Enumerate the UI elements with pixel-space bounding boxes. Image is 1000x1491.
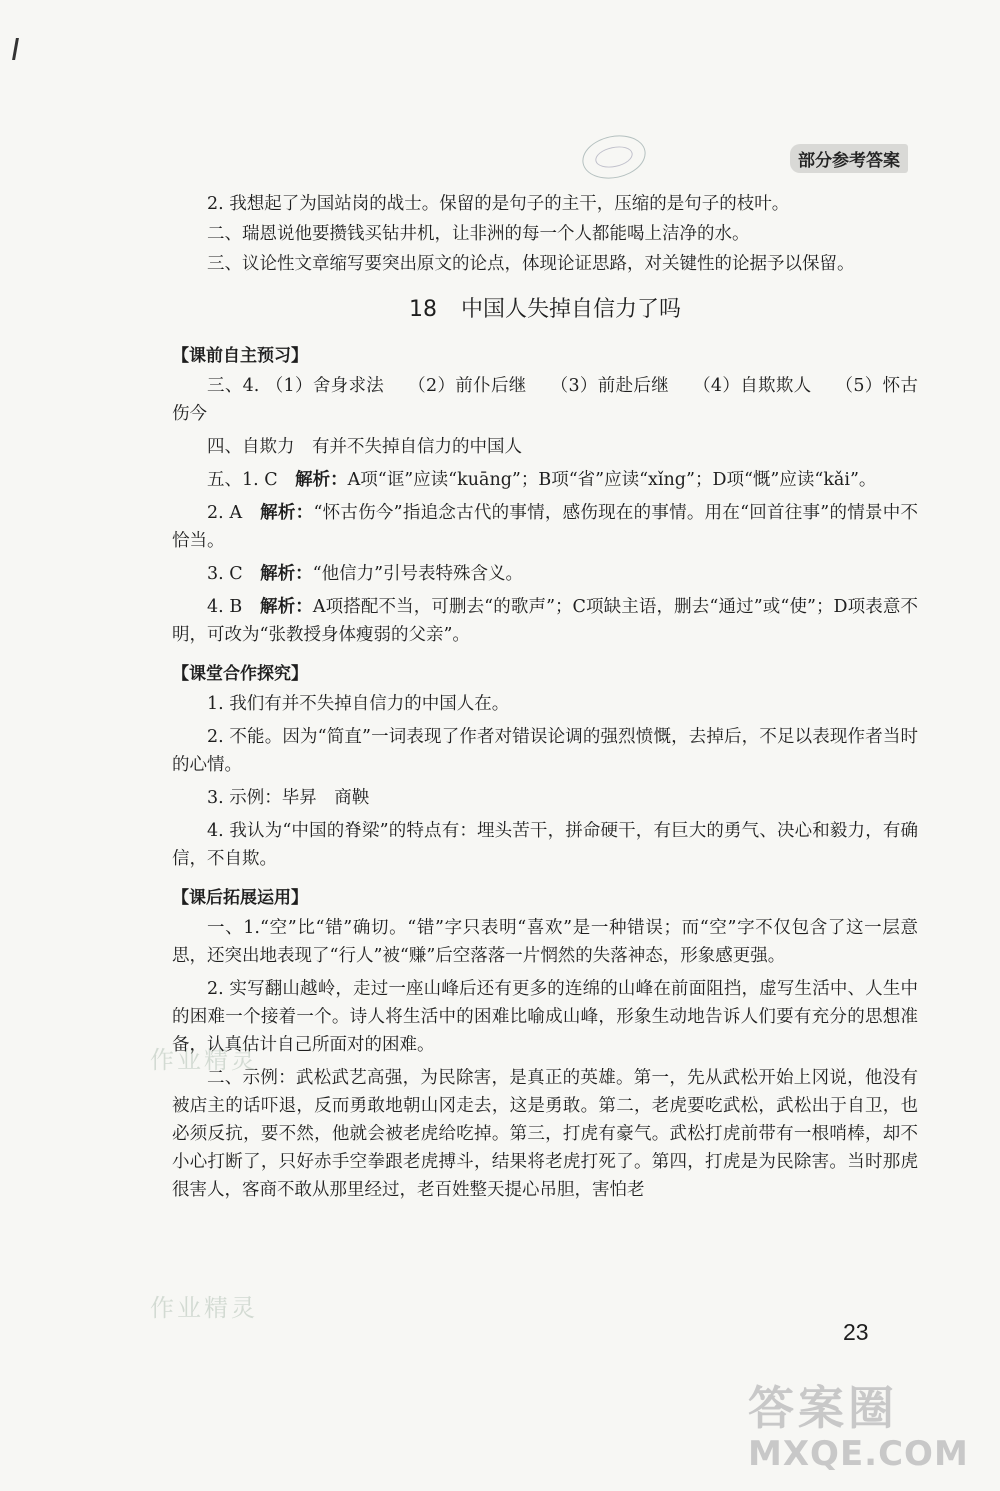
q5-2-prefix: 2. A [207, 503, 243, 523]
q5-3-answer [172, 560, 918, 588]
page-number: 23 [843, 1319, 869, 1345]
corner-mark [12, 38, 19, 60]
section-heading-preview: 【课前自主预习】 [172, 346, 308, 366]
q3-option: （5）怀古伤今 [172, 376, 918, 424]
q5-1-body: A项“诓”应读“kuāng”；B项“省”应读“xǐng”；D项“慨”应读“kǎi”。 [347, 470, 877, 490]
intro-line-2: 二、瑞恩说他要攒钱买钻井机，让非洲的每一个人都能喝上洁净的水。 [207, 224, 750, 244]
q3-option: （3）前赴后继 [550, 376, 670, 396]
classroom-answer: 2. 不能。因为“简直”一词表现了作者对错误论调的强烈愤慨，去掉后，不足以表现作者当时的心情。 [172, 727, 918, 775]
watermark-url: MXQE.COM [748, 1434, 969, 1474]
analysis-label: 解析： [295, 470, 348, 490]
intro-line-1: 2. 我想起了为国站岗的战士。保留的是句子的主干，压缩的是句子的枝叶。 [207, 194, 790, 214]
answer-content [172, 190, 918, 1209]
q5-1-prefix: 五、1. C [207, 470, 278, 490]
ghost-watermark-2: 作业精灵 [150, 1294, 258, 1322]
lesson-number: 18 [408, 297, 437, 322]
q3-prefix: 三、4. [207, 376, 260, 396]
ghost-watermark-1: 作业精灵 [150, 1046, 258, 1074]
site-watermark [748, 1372, 969, 1474]
extension-answer: 一、1.“空”比“错”确切。“错”字只表明“喜欢”是一种错误；而“空”字不仅包含了这一层意思，还突出地表现了“行人”被“赚”后空落落一片惘然的失落神态，形象感更强。 [172, 918, 918, 966]
q3-option: （2）前仆后继 [408, 376, 527, 396]
classroom-answer: 3. 示例：毕昇 商鞅 [207, 788, 370, 808]
stamp-icon [578, 130, 649, 184]
q5-3-body: “他信力”引号表特殊含义。 [312, 564, 524, 584]
q5-1-answer [172, 466, 918, 494]
extension-answer: 二、示例：武松武艺高强，为民除害，是真正的英雄。第一，先从武松开始上冈说，他没有被店主的话吓退，反而勇敢地朝山冈走去，这是勇敢。第二，老虎要吃武松，武松出于自卫，也必须反抗，要不然，他就会被老虎给吃掉。第三，打虎有豪气。武松打虎前带有一根哨棒，却不小心打断了，只好赤手空拳跟老虎搏斗，结果将老虎打死了。第四，打虎是为民除害。当时那虎很害人，客商不敢从那里经过，老百姓整天提心吊胆，害怕老 [172, 1068, 918, 1200]
analysis-label: 解析： [260, 564, 313, 584]
lesson-title-text: 中国人失掉自信力了吗 [460, 297, 681, 322]
q4-answer: 四、自欺力 有并不失掉自信力的中国人 [207, 437, 522, 457]
q5-4-prefix: 4. B [207, 597, 243, 617]
q5-3-prefix: 3. C [207, 564, 243, 584]
intro-line-3: 三、议论性文章缩写要突出原文的论点，体现论证思路，对关键性的论据予以保留。 [207, 254, 855, 274]
section-heading-extension: 【课后拓展运用】 [172, 888, 308, 908]
section-heading-classroom: 【课堂合作探究】 [172, 664, 308, 684]
q5-4-body: A项搭配不当，可删去“的歌声”；C项缺主语，删去“通过”或“使”；D项表意不明，可改为“张教授身体瘦弱的父亲”。 [172, 597, 919, 645]
classroom-answer: 4. 我认为“中国的脊梁”的特点有：埋头苦干，拼命硬干，有巨大的勇气、决心和毅力，有确信，不自欺。 [172, 821, 918, 869]
q5-4-answer [172, 593, 918, 649]
q5-2-body: “怀古伤今”指追念古代的事情，感伤现在的事情。用在“回首往事”的情景中不恰当。 [172, 503, 919, 551]
lesson-title [172, 292, 918, 323]
extension-answer: 2. 实写翻山越岭，走过一座山峰后还有更多的连绵的山峰在前面阻挡，虚写生活中、人生中的困难一个接着一个。诗人将生活中的困难比喻成山峰，形象生动地告诉人们要有充分的思想准备，认真估计自己所面对的困难。 [172, 979, 918, 1055]
section-header-tag: 部分参考答案 [790, 144, 908, 173]
q3-answers [172, 372, 918, 428]
analysis-label: 解析： [260, 503, 314, 523]
watermark-logo-text: 答案圈 [748, 1381, 898, 1435]
q3-option: （4）自欺欺人 [693, 376, 812, 396]
classroom-answer: 1. 我们有并不失掉自信力的中国人在。 [207, 694, 510, 714]
q5-2-answer [172, 499, 918, 555]
q3-option: （1）舍身求法 [265, 376, 385, 396]
analysis-label: 解析： [260, 597, 313, 617]
